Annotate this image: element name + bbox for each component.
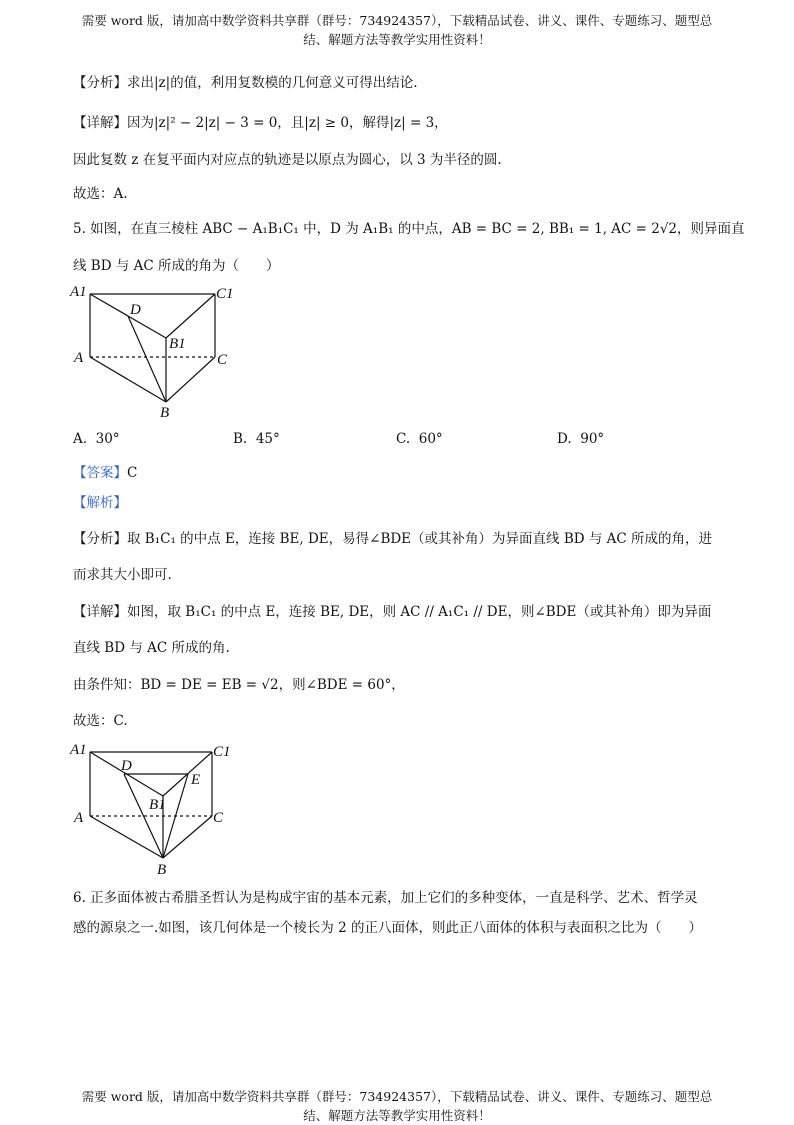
analysis-tag: 【分析】 xyxy=(73,75,127,91)
label-a1: A1 xyxy=(70,742,87,758)
q5-analysis-line-1 xyxy=(73,529,712,549)
detail-tag: 【详解】 xyxy=(73,604,127,620)
label-a: A xyxy=(74,810,84,826)
q6-stem-line-2: 感的源泉之一.如图，该几何体是一个棱长为 2 的正八面体，则此正八面体的体积与表面积之比为（ ） xyxy=(73,920,702,936)
detail-text: 如图，取 B₁C₁ 的中点 E，连接 BE, DE，则 AC // A₁C₁ // DE，则∠BDE（或其补角）即为异面 xyxy=(127,604,712,620)
option-d xyxy=(557,431,604,447)
header-line-1: 需要 word 版，请加高中数学资料共享群（群号：734924357），下载精品试卷、讲义、课件、专题练习、题型总 xyxy=(81,13,713,28)
q5-jiexi xyxy=(73,493,127,513)
label-d: D xyxy=(130,302,141,318)
label-d: D xyxy=(121,758,132,774)
option-a xyxy=(73,431,120,447)
prism-figure-1 xyxy=(66,282,246,422)
option-value: 30° xyxy=(95,431,120,447)
option-value: 45° xyxy=(255,431,280,447)
header-line-2: 结、解题方法等教学实用性资料！ xyxy=(303,32,491,47)
label-a1: A1 xyxy=(70,284,87,300)
q5-detail-line-2: 直线 BD 与 AC 所成的角. xyxy=(73,640,230,656)
q4-detail xyxy=(73,113,448,133)
q6-stem-line-1: 6. 正多面体被古希腊圣哲认为是构成宇宙的基本元素，加上它们的多种变体，一直是科学、艺术、哲学灵 xyxy=(73,890,698,906)
option-value: 90° xyxy=(580,431,605,447)
q5-answer xyxy=(73,463,137,483)
footer-line-1: 需要 word 版，请加高中数学资料共享群（群号：734924357），下载精品试卷、讲义、课件、专题练习、题型总 xyxy=(81,1089,713,1104)
label-c1: C1 xyxy=(213,744,231,760)
label-b1: B1 xyxy=(149,797,166,813)
footer-line-2: 结、解题方法等教学实用性资料！ xyxy=(303,1108,491,1123)
detail-text: 因为|z|² − 2|z| − 3 = 0，且|z| ≥ 0，解得|z| = 3， xyxy=(127,115,448,131)
label-b: B xyxy=(157,862,167,878)
analysis-tag: 【分析】 xyxy=(73,531,127,547)
page-header xyxy=(0,11,794,49)
analysis-text: 求出|z|的值，利用复数模的几何意义可得出结论. xyxy=(127,75,418,91)
label-b1: B1 xyxy=(169,336,186,352)
q5-stem-line-1: 5. 如图，在直三棱柱 ABC − A₁B₁C₁ 中，D 为 A₁B₁ 的中点，AB = BC = 2, BB₁ = 1, AC = 2√2，则异面直 xyxy=(73,221,745,237)
q4-analysis xyxy=(73,73,418,93)
q5-detail-line-1 xyxy=(73,602,711,622)
label-c: C xyxy=(213,810,224,826)
page-footer xyxy=(0,1087,794,1125)
label-c: C xyxy=(217,352,228,368)
answer-tag: 【答案】 xyxy=(73,465,127,481)
answer-value: C xyxy=(127,465,138,481)
detail-tag: 【详解】 xyxy=(73,115,127,131)
option-key: D. xyxy=(557,431,572,447)
q5-choice: 故选：C. xyxy=(73,713,128,729)
label-c1: C1 xyxy=(216,286,234,302)
label-e: E xyxy=(191,772,201,788)
prism-figure-2 xyxy=(66,738,246,878)
label-b: B xyxy=(160,405,170,421)
option-key: A. xyxy=(73,431,88,447)
q5-condition: 由条件知：BD = DE = EB = √2，则∠BDE = 60°， xyxy=(73,677,405,693)
q4-choice: 故选：A. xyxy=(73,186,128,202)
q4-conclusion: 因此复数 z 在复平面内对应点的轨迹是以原点为圆心，以 3 为半径的圆. xyxy=(73,152,502,168)
option-key: C. xyxy=(396,431,411,447)
option-c xyxy=(396,431,443,447)
analysis-text: 取 B₁C₁ 的中点 E，连接 BE, DE，易得∠BDE（或其补角）为异面直线 BD 与 AC 所成的角，进 xyxy=(127,531,713,547)
q5-analysis-line-2: 而求其大小即可. xyxy=(73,567,172,583)
option-value: 60° xyxy=(418,431,443,447)
jiexi-tag: 【解析】 xyxy=(73,495,127,511)
option-b xyxy=(233,431,280,447)
option-key: B. xyxy=(233,431,248,447)
q5-stem-line-2: 线 BD 与 AC 所成的角为（ ） xyxy=(73,258,280,274)
label-a: A xyxy=(74,350,84,366)
